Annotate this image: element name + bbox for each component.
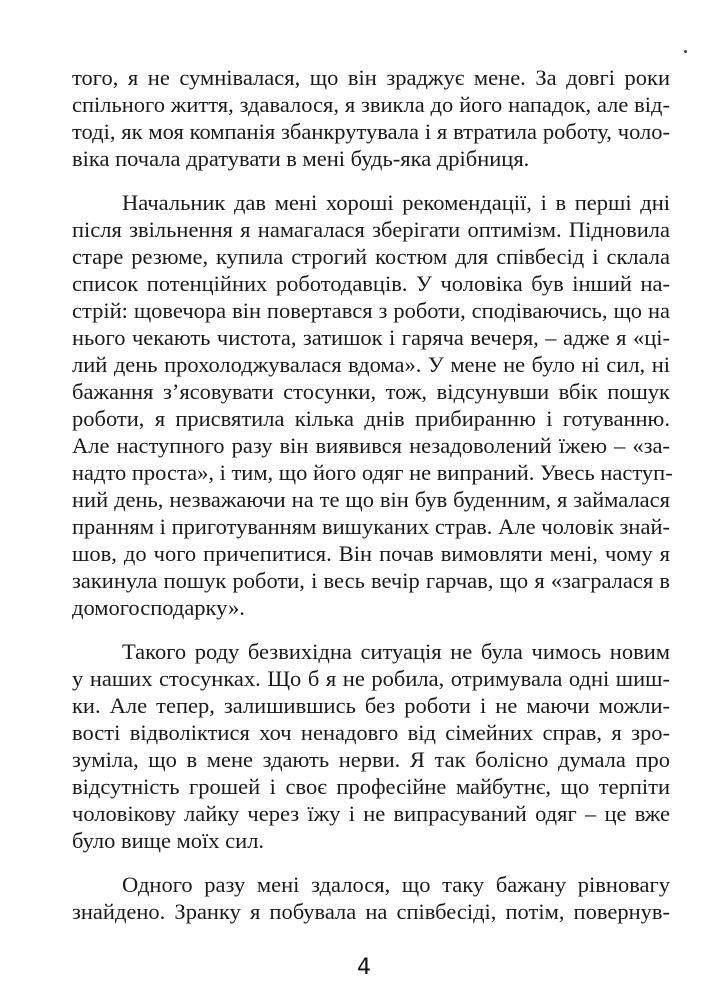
paragraph-3 bbox=[72, 638, 670, 854]
text-line: спільного життя, здавалося, я звикла до його нападок, але від- bbox=[72, 92, 670, 117]
text-line: роботи, я присвятила кілька днів прибиранню і готуванню. bbox=[72, 406, 670, 431]
text-line: Начальник дав мені хороші рекомендації, і в перші дні bbox=[122, 190, 670, 215]
text-line: вості відволіктися хоч ненадовго від сімейних справ, я зро- bbox=[72, 720, 670, 745]
text-line: закинула пошук роботи, і весь вечір гарчав, що я «загралася в bbox=[72, 568, 670, 593]
text-line: Одного разу мені здалося, що таку бажану рівновагу bbox=[122, 872, 670, 897]
text-line: ки. Але тепер, залишившись без роботи і не маючи можли- bbox=[72, 693, 670, 718]
text-line: стрій: щовечора він повертався з роботи, сподіваючись, що на bbox=[72, 298, 670, 323]
text-line: віка почала дратувати в мені будь-яка дрібниця. bbox=[72, 146, 530, 171]
text-line: шов, до чого причепитися. Він почав вимовляти мені, чому я bbox=[72, 541, 670, 566]
text-line: старе резюме, купила строгий костюм для співбесід і склала bbox=[72, 244, 670, 269]
text-line: зуміла, що в мене здають нерви. Я так болісно думала про bbox=[72, 747, 670, 772]
text-line: відсутність грошей і своє професійне майбутнє, що терпіти bbox=[72, 774, 670, 799]
text-line: було вище моїх сил. bbox=[72, 828, 265, 853]
text-line: знайдено. Зранку я побувала на співбесіді, потім, повернув- bbox=[72, 899, 670, 924]
text-line: надто проста», і тим, що його одяг не випраний. Увесь наступ- bbox=[72, 460, 673, 485]
paragraph-2 bbox=[72, 189, 673, 621]
text-line: після звільнення я намагалася зберігати оптимізм. Підновила bbox=[72, 217, 670, 242]
page-body bbox=[72, 64, 673, 942]
text-line: лий день прохолоджувалася вдома». У мене не було ні сил, ні bbox=[72, 352, 670, 377]
text-line: список потенційних роботодавців. У чоловіка був інший на- bbox=[72, 271, 670, 296]
text-line: чоловікову лайку через їжу і не випрасуваний одяг – це вже bbox=[72, 801, 670, 826]
text-line: домогосподарку». bbox=[72, 595, 245, 620]
text-line: Такого роду безвихідна ситуація не була чимось новим bbox=[122, 639, 670, 664]
text-line: у наших стосунках. Що б я не робила, отримувала одні шиш- bbox=[72, 666, 670, 691]
text-line: нього чекають чистота, затишок і гаряча вечеря, – адже я «ці- bbox=[72, 325, 670, 350]
text-line: ний день, незважаючи на те що він був буденним, я займалася bbox=[72, 487, 670, 512]
page-number: 4 bbox=[357, 955, 371, 980]
scan-speck bbox=[684, 50, 687, 53]
paragraph-1 bbox=[72, 64, 670, 172]
text-line: бажання з’ясовувати стосунки, тож, відсунувши вбік пошук bbox=[72, 379, 670, 404]
text-line: тоді, як моя компанія збанкрутувала і я втратила роботу, чоло- bbox=[72, 119, 670, 144]
text-line: того, я не сумнівалася, що він зраджує мене. За довгі роки bbox=[72, 65, 670, 90]
text-line: пранням і приготуванням вишуканих страв. Але чоловік знай- bbox=[72, 514, 670, 539]
paragraph-4 bbox=[72, 871, 670, 925]
text-line: Але наступного разу він виявився незадоволений їжею – «за- bbox=[72, 433, 670, 458]
